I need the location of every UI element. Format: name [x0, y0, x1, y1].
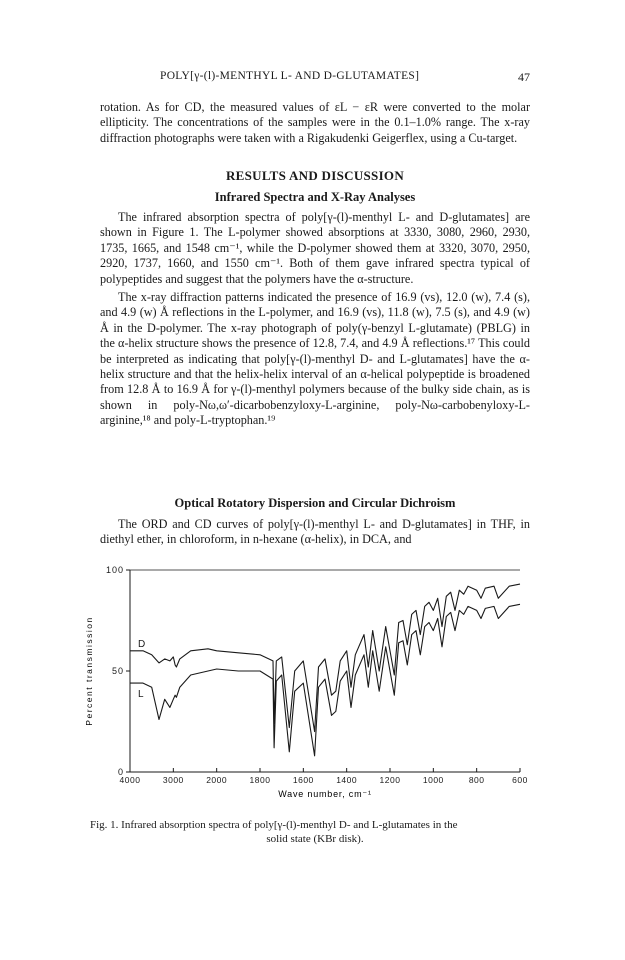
paragraph-xray: The x-ray diffraction patterns indicated the presence of 16.9 (vs), 12.0 (w), 7.4 (s), and 4.9 (w) Å reflections in the L-polymer, and 16.9 (vs), 11.8 (w), 7.5 (s), and 4.9 (w) Å in the D-polymer. The x-ray photograph of poly(γ-benzyl L-glutamate) (PBLG) in the α-helix structure shows the presence of 12.8, 7.4, and 4.9 Å reflections.¹⁷ This could be interpreted as indicating that poly[γ-(l)-menthyl D- and L-glutamates] have the α-helix structure and that the helix-helix interval of an α-helical polypeptide is broadened from 12.8 Å to 16.9 Å for γ-(l)-menthyl polymers because of the bulky side chain, as is shown in poly-Nω,ω′-dicarbobenzyloxy-L-arginine, poly-Nω-carbobenyloxy-L-arginine,¹⁸ and poly-L-tryptophan.¹⁹	[100, 290, 530, 428]
x-tick-label: 4000	[119, 775, 141, 785]
ir-spectrum-chart	[70, 560, 550, 810]
page-number: 47	[518, 70, 530, 84]
subsection-heading-ord: Optical Rotatory Dispersion and Circular Dichroism	[174, 496, 456, 510]
figure-caption	[90, 818, 540, 846]
running-head: POLY[γ-(l)-MENTHYL L- AND D-GLUTAMATES]	[160, 70, 420, 82]
section-heading-results: RESULTS AND DISCUSSION	[225, 168, 405, 183]
series-line-l	[130, 604, 520, 756]
x-axis-label: Wave number, cm⁻¹	[278, 789, 372, 799]
x-tick-label: 800	[468, 775, 485, 785]
series-label-l: L	[138, 689, 144, 701]
running-header	[100, 70, 530, 88]
series-label-d: D	[138, 638, 146, 650]
paragraph-ord: The ORD and CD curves of poly[γ-(l)-menthyl L- and D-glutamates] in THF, in diethyl ether, in chloroform, in n-hexane (α-helix), in DCA, and	[100, 517, 530, 547]
y-tick-label: 100	[105, 565, 124, 575]
paragraph-methods-end: rotation. As for CD, the measured values of εL − εR were converted to the molar ellipticity. The concentrations of the samples were in the 0.1–1.0% range. The x-ray diffraction photographs were taken with a Rigakudenki Geigerflex, using a Cu-target.	[100, 100, 530, 145]
x-tick-label: 1600	[292, 775, 314, 785]
x-tick-label: 600	[512, 775, 528, 785]
y-tick-label: 0	[117, 767, 124, 777]
x-tick-label: 1000	[422, 775, 444, 785]
y-axis-label: Percent transmission	[84, 616, 94, 726]
x-tick-label: 3000	[162, 775, 184, 785]
x-tick-label: 1800	[249, 775, 271, 785]
subsection-heading-ir: Infrared Spectra and X-Ray Analyses	[214, 190, 416, 204]
figure-caption-line-1: Fig. 1. Infrared absorption spectra of poly[γ-(l)-menthyl D- and L-glutamates in the	[90, 819, 458, 831]
paragraph-ir: The infrared absorption spectra of poly[γ-(l)-menthyl L- and D-glutamates] are shown in Figure 1. The L-polymer showed absorptions at 3330, 3080, 2960, 2930, 1735, 1665, and 1548 cm⁻¹, while the D-polymer showed them at 3320, 3070, 2950, 2920, 1737, 1660, and 1550 cm⁻¹. Both of them gave infrared spectra typical of polypeptides and suggest that the polymers have the α-structure.	[100, 210, 530, 286]
x-tick-label: 1200	[379, 775, 401, 785]
series-line-d	[130, 584, 520, 732]
x-tick-label: 2000	[206, 775, 228, 785]
figure-caption-line-2: solid state (KBr disk).	[266, 833, 364, 845]
y-tick-label: 50	[111, 666, 124, 676]
figure-ir-spectra	[70, 560, 550, 810]
x-tick-label: 1400	[336, 775, 358, 785]
